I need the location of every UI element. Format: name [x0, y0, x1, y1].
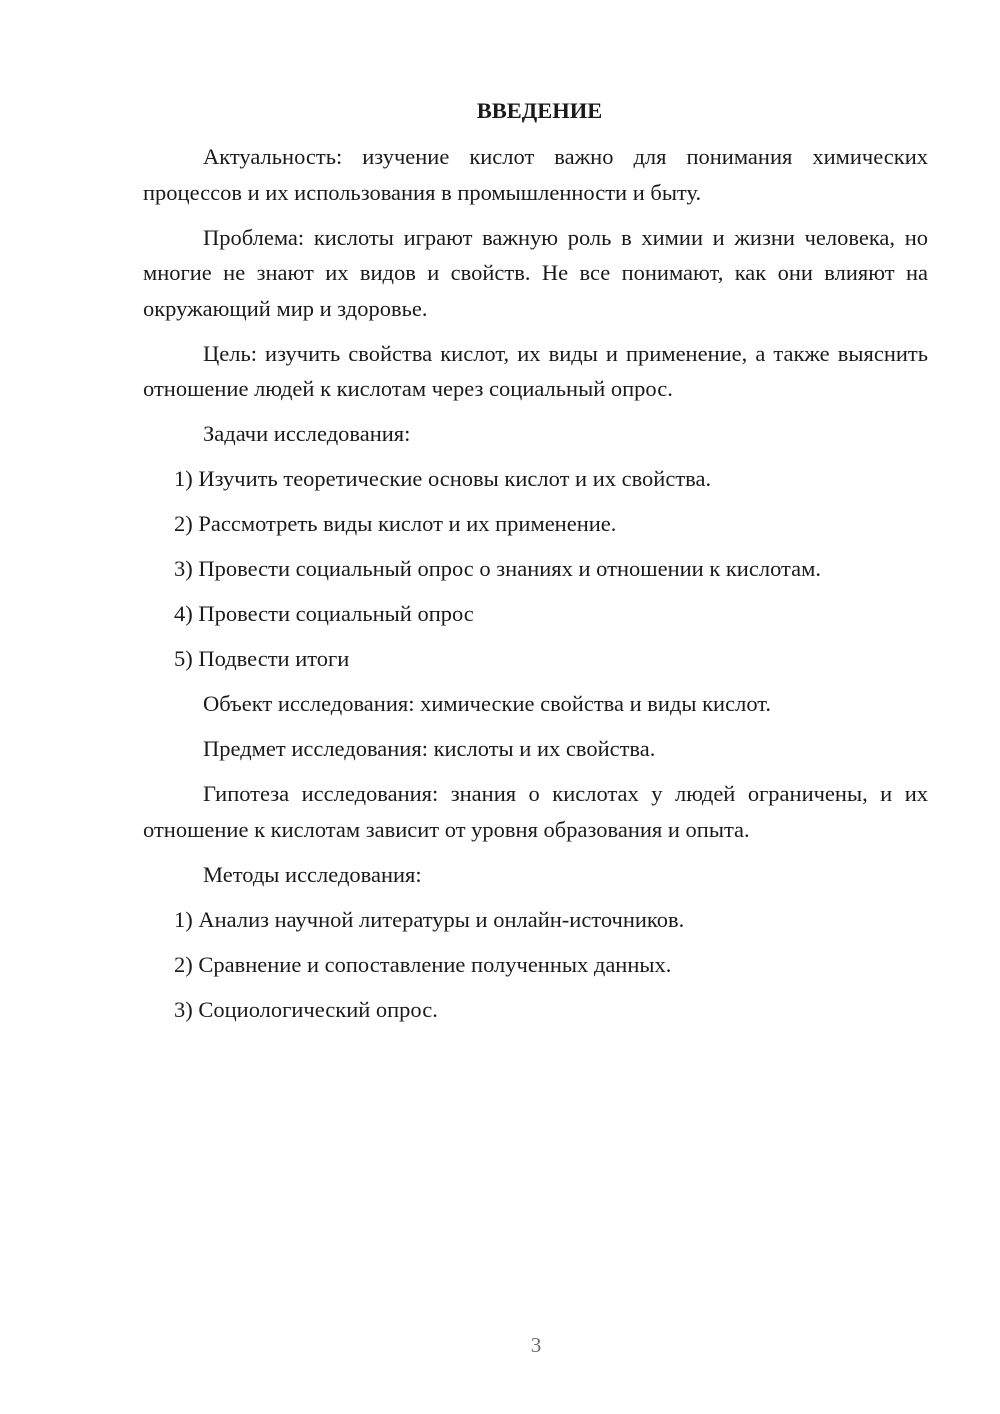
- problem-paragraph: Проблема: кислоты играют важную роль в химии и жизни человека, но многие не знают их видов и свойств. Не все понимают, как они влияют на окружающий мир и здоровье.: [143, 224, 928, 321]
- task-item: 5) Подвести итоги: [174, 646, 350, 671]
- subject-paragraph: Предмет исследования: кислоты и их свойства.: [203, 736, 656, 761]
- object-paragraph: Объект исследования: химические свойства и виды кислот.: [203, 691, 772, 716]
- page-number: 3: [530, 1333, 542, 1357]
- goal-paragraph: Цель: изучить свойства кислот, их виды и применение, а также выяснить отношение людей к кислотам через социальный опрос.: [143, 340, 928, 401]
- methods-heading: Методы исследования:: [203, 861, 422, 887]
- hypothesis-paragraph: Гипотеза исследования: знания о кислотах у людей ограничены, и их отношение к кислотам зависит от уровня образования и опыта.: [143, 781, 928, 842]
- section-title: ВВЕДЕНИЕ: [476, 98, 603, 123]
- task-item: 3) Провести социальный опрос о знаниях и отношении к кислотам.: [174, 556, 821, 581]
- method-item: 2) Сравнение и сопоставление полученных данных.: [174, 951, 672, 977]
- task-item: 4) Провести социальный опрос: [174, 601, 474, 626]
- task-item: 1) Изучить теоретические основы кислот и их свойства.: [174, 466, 712, 491]
- method-item: 1) Анализ научной литературы и онлайн-источников.: [174, 906, 685, 932]
- page-content: [143, 92, 928, 1037]
- task-item: 2) Рассмотреть виды кислот и их применение.: [174, 511, 617, 536]
- relevance-paragraph: Актуальность: изучение кислот важно для понимания химических процессов и их использования в промышленности и быту.: [143, 144, 928, 205]
- tasks-heading: Задачи исследования:: [203, 421, 411, 446]
- method-item: 3) Социологический опрос.: [174, 996, 438, 1022]
